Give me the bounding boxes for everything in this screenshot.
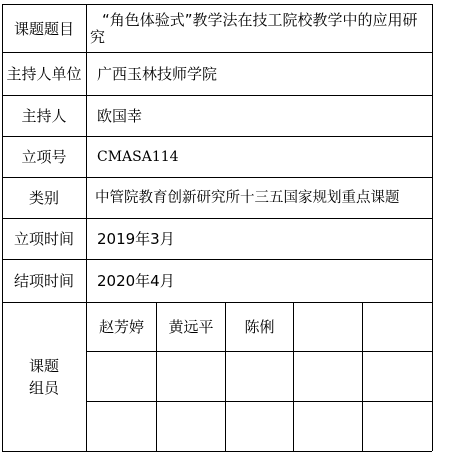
member-name bbox=[363, 303, 432, 351]
host-value: 欧国幸 bbox=[97, 107, 143, 125]
host-unit-label: 主持人单位 bbox=[6, 65, 82, 83]
project-number-value: CMASA114 bbox=[97, 149, 179, 165]
members-label-line2: 组员 bbox=[28, 379, 59, 397]
host-unit-value: 广西玉林技师学院 bbox=[97, 65, 218, 83]
project-title-value: “角色体验式”教学法在技工院校教学中的应用研究 bbox=[90, 10, 418, 46]
member-name bbox=[157, 352, 225, 401]
project-number-label: 立项号 bbox=[21, 148, 67, 166]
category-value: 中管院教育创新研究所十三五国家规划重点课题 bbox=[95, 190, 400, 206]
member-name bbox=[294, 303, 362, 351]
host-label: 主持人 bbox=[21, 107, 67, 125]
member-name bbox=[157, 402, 225, 451]
member-name bbox=[294, 402, 362, 451]
table-border-right bbox=[432, 4, 433, 451]
members-label bbox=[2, 303, 86, 451]
member-name bbox=[226, 402, 293, 451]
member-name bbox=[87, 352, 156, 401]
member-name: 赵芳婷 bbox=[98, 318, 144, 336]
approval-time-value: 2019年3月 bbox=[97, 230, 175, 248]
member-name bbox=[226, 352, 293, 401]
member-name bbox=[363, 402, 432, 451]
category-label: 类别 bbox=[28, 189, 59, 207]
member-name bbox=[87, 402, 156, 451]
project-title-label: 课题题目 bbox=[13, 19, 74, 38]
member-name bbox=[294, 352, 362, 401]
member-name: 陈俐 bbox=[244, 318, 275, 336]
approval-time-label: 立项时间 bbox=[13, 230, 74, 248]
members-label-line1: 课题 bbox=[28, 357, 59, 375]
member-name bbox=[363, 352, 432, 401]
completion-time-value: 2020年4月 bbox=[97, 272, 175, 290]
completion-time-label: 结项时间 bbox=[13, 272, 74, 290]
row-divider bbox=[2, 451, 432, 452]
member-name: 黄远平 bbox=[168, 318, 214, 336]
